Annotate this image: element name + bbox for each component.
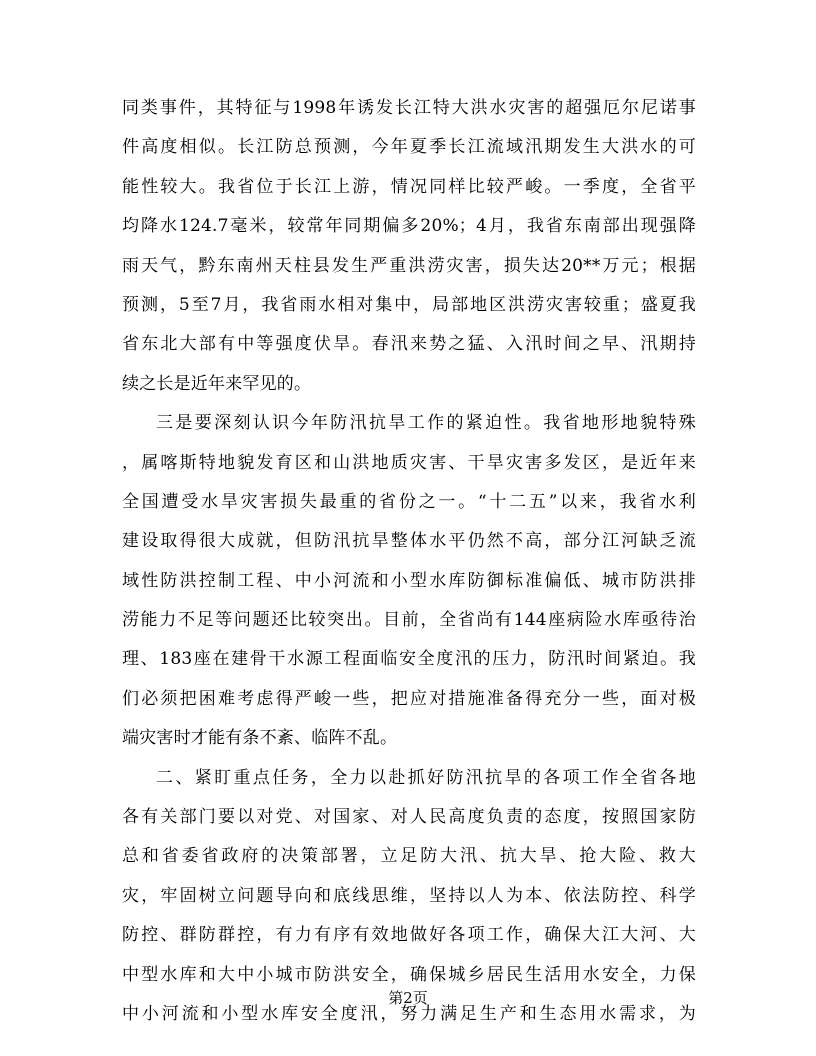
text-line: 理、183座在建骨干水源工程面临安全度汛的压力，防汛时间紧迫。我 bbox=[122, 649, 696, 670]
paragraph-start-line: 二、紧盯重点任务，全力以赴抓好防汛抗旱的各项工作全省各地 bbox=[156, 767, 696, 788]
text-line: ，属喀斯特地貌发育区和山洪地质灾害、干旱灾害多发区，是近年来 bbox=[122, 452, 696, 473]
text-line: 涝能力不足等问题还比较突出。目前，全省尚有144座病险水库亟待治 bbox=[122, 610, 696, 631]
text-line: 中小河流和小型水库安全度汛，努力满足生产和生态用水需求，为 bbox=[122, 1003, 696, 1024]
text-line: 件高度相似。长江防总预测，今年夏季长江流域汛期发生大洪水的可 bbox=[122, 137, 696, 158]
text-line: 省东北大部有中等强度伏旱。春汛来势之猛、入汛时间之早、汛期持 bbox=[122, 334, 696, 355]
text-line: 各有关部门要以对党、对国家、对人民高度负责的态度，按照国家防 bbox=[122, 807, 696, 828]
document-body bbox=[122, 89, 696, 1034]
text-line: 灾，牢固树立问题导向和底线思维，坚持以人为本、依法防控、科学 bbox=[122, 885, 696, 906]
text-line: 续之长是近年来罕见的。 bbox=[122, 373, 312, 394]
text-line: 防控、群防群控，有力有序有效地做好各项工作，确保大江大河、大 bbox=[122, 925, 696, 946]
text-line: 建设取得很大成就，但防汛抗旱整体水平仍然不高，部分江河缺乏流 bbox=[122, 531, 696, 552]
text-line: 同类事件，其特征与1998年诱发长江特大洪水灾害的超强厄尔尼诺事 bbox=[122, 98, 696, 118]
page-number: 第2页 bbox=[388, 989, 428, 1007]
text-line: 能性较大。我省位于长江上游，情况同样比较严峻。一季度，全省平 bbox=[122, 176, 696, 197]
text-line: 总和省委省政府的决策部署，立足防大汛、抗大旱、抢大险、救大 bbox=[122, 846, 696, 867]
text-line: 雨天气，黔东南州天柱县发生严重洪涝灾害，损失达20**万元；根据 bbox=[122, 255, 696, 276]
text-line: 中型水库和大中小城市防洪安全，确保城乡居民生活用水安全，力保 bbox=[122, 964, 696, 985]
text-line: 全国遭受水旱灾害损失最重的省份之一。“十二五”以来，我省水利 bbox=[122, 491, 696, 512]
text-line: 域性防洪控制工程、中小河流和小型水库防御标准偏低、城市防洪排 bbox=[122, 570, 696, 591]
text-line: 们必须把困难考虑得严峻一些，把应对措施准备得充分一些，面对极 bbox=[122, 688, 696, 709]
text-line: 端灾害时才能有条不紊、临阵不乱。 bbox=[122, 728, 398, 749]
text-line: 均降水124.7毫米，较常年同期偏多20%；4月，我省东南部出现强降 bbox=[122, 216, 696, 237]
text-line: 预测，5至7月，我省雨水相对集中，局部地区洪涝灾害较重；盛夏我 bbox=[122, 294, 696, 315]
paragraph-start-line: 三是要深刻认识今年防汛抗旱工作的紧迫性。我省地形地貌特殊 bbox=[156, 413, 696, 434]
